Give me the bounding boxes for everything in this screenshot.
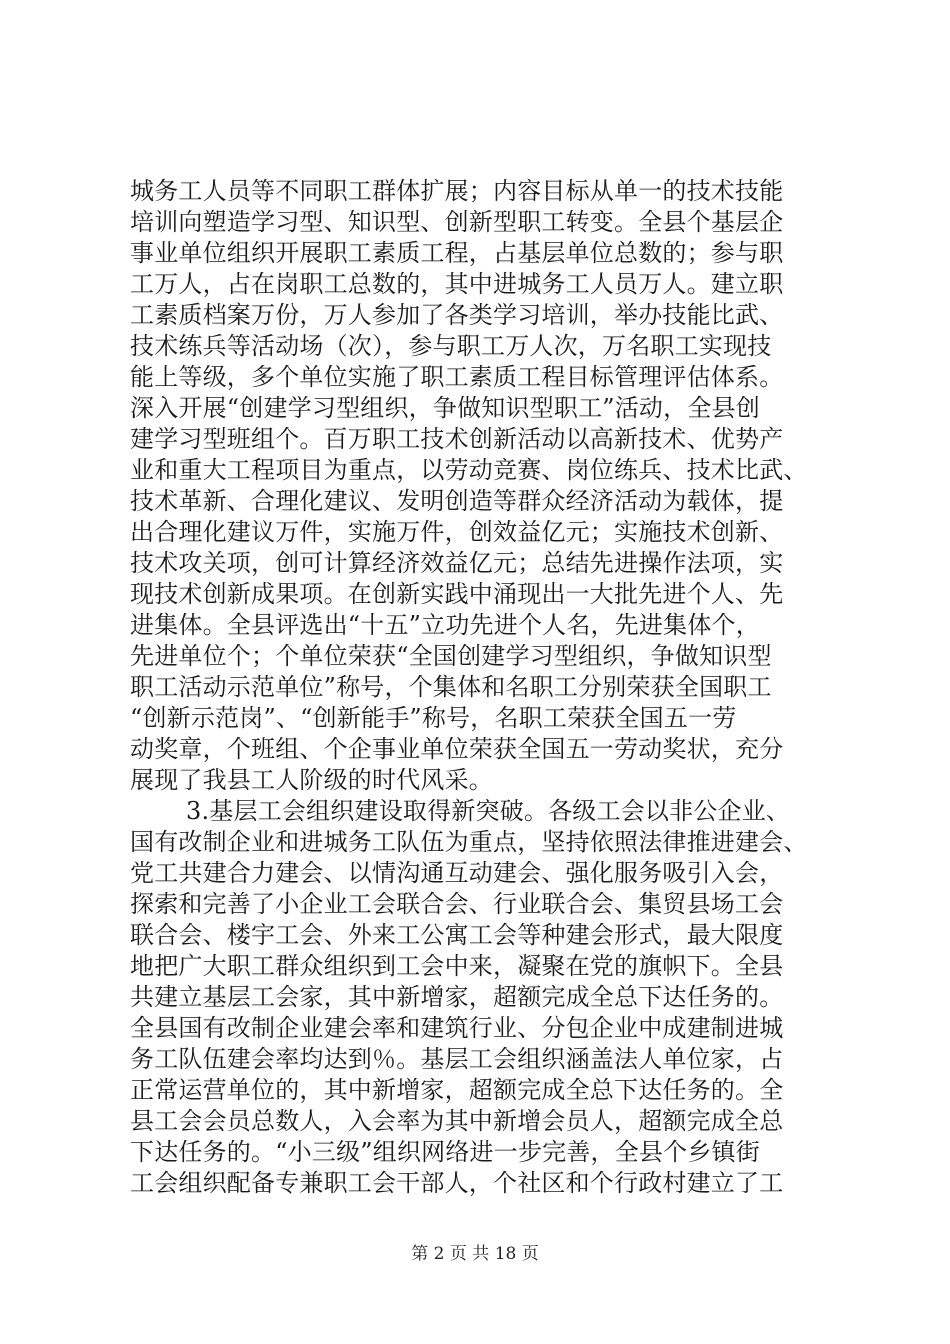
text-line: 展现了我县工人阶级的时代风采。	[130, 766, 493, 794]
text-line: 党工共建合力建会、以情沟通互动建会、强化服务吸引入会，	[130, 859, 784, 887]
text-line: 出合理化建议万件，实施万件，创效益亿元；实施技术创新、	[130, 518, 784, 546]
text-line: 共建立基层工会家，其中新增家，超额完成全总下达任务的。	[130, 983, 784, 1011]
text-line: 现技术创新成果项。在创新实践中涌现出一大批先进个人、先	[130, 580, 784, 608]
text-line: 工万人，占在岗职工总数的，其中进城务工人员万人。建立职	[130, 270, 784, 298]
text-line: 先进单位个；个单位荣获“全国创建学习型组织，争做知识型	[130, 642, 772, 670]
text-line: 工会组织配备专兼职工会干部人，个社区和个行政村建立了工	[130, 1169, 784, 1197]
text-line: 技术攻关项，创可计算经济效益亿元；总结先进操作法项，实	[130, 549, 784, 577]
text-line: 技术革新、合理化建议、发明创造等群众经济活动为载体，提	[130, 487, 784, 515]
text-line: 城务工人员等不同职工群体扩展；内容目标从单一的技术技能	[130, 177, 784, 205]
text-line: 国有改制企业和进城务工队伍为重点，坚持依照法律推进建会、	[130, 828, 808, 856]
text-line: 技术练兵等活动场（次），参与职工万人次，万名职工实现技	[130, 332, 772, 360]
text-line: 动奖章，个班组、个企事业单位荣获全国五一劳动奖状，充分	[130, 735, 784, 763]
text-line: 务工队伍建会率均达到％。基层工会组织涵盖法人单位家，占	[130, 1045, 784, 1073]
body-text	[130, 176, 850, 1199]
text-line: 深入开展“创建学习型组织，争做知识型职工”活动，全县创	[130, 394, 760, 422]
text-line: 全县国有改制企业建会率和建筑行业、分包企业中成建制进城	[130, 1014, 784, 1042]
text-line: 能上等级，多个单位实施了职工素质工程目标管理评估体系。	[130, 363, 784, 391]
text-line: 联合会、楼宇工会、外来工公寓工会等种建会形式，最大限度	[130, 921, 784, 949]
text-line: 正常运营单位的，其中新增家，超额完成全总下达任务的。全	[130, 1076, 784, 1104]
section-heading-line: 3.基层工会组织建设取得新突破。各级工会以非公企业、	[186, 797, 791, 825]
text-line: 下达任务的。“小三级”组织网络进一步完善，全县个乡镇街	[130, 1138, 760, 1166]
text-line: 事业单位组织开展职工素质工程，占基层单位总数的；参与职	[130, 239, 784, 267]
text-line: 职工活动示范单位”称号，个集体和名职工分别荣获全国职工	[130, 673, 772, 701]
text-line: 建学习型班组个。百万职工技术创新活动以高新技术、优势产	[130, 425, 784, 453]
text-line: 业和重大工程项目为重点，以劳动竞赛、岗位练兵、技术比武、	[130, 456, 808, 484]
text-line: 培训向塑造学习型、知识型、创新型职工转变。全县个基层企	[130, 208, 784, 236]
text-line: 工素质档案万份，万人参加了各类学习培训，举办技能比武、	[130, 301, 784, 329]
text-line: 探索和完善了小企业工会联合会、行业联合会、集贸县场工会	[130, 890, 784, 918]
text-line: 县工会会员总数人，入会率为其中新增会员人，超额完成全总	[130, 1107, 784, 1135]
text-line: 地把广大职工群众组织到工会中来，凝聚在党的旗帜下。全县	[130, 952, 784, 980]
text-line: 进集体。全县评选出“十五”立功先进个人名，先进集体个，	[130, 611, 760, 639]
page-number-footer: 第 2 页 共 18 页	[411, 1244, 539, 1264]
text-line: “创新示范岗”、“创新能手”称号，名职工荣获全国五一劳	[130, 704, 737, 732]
